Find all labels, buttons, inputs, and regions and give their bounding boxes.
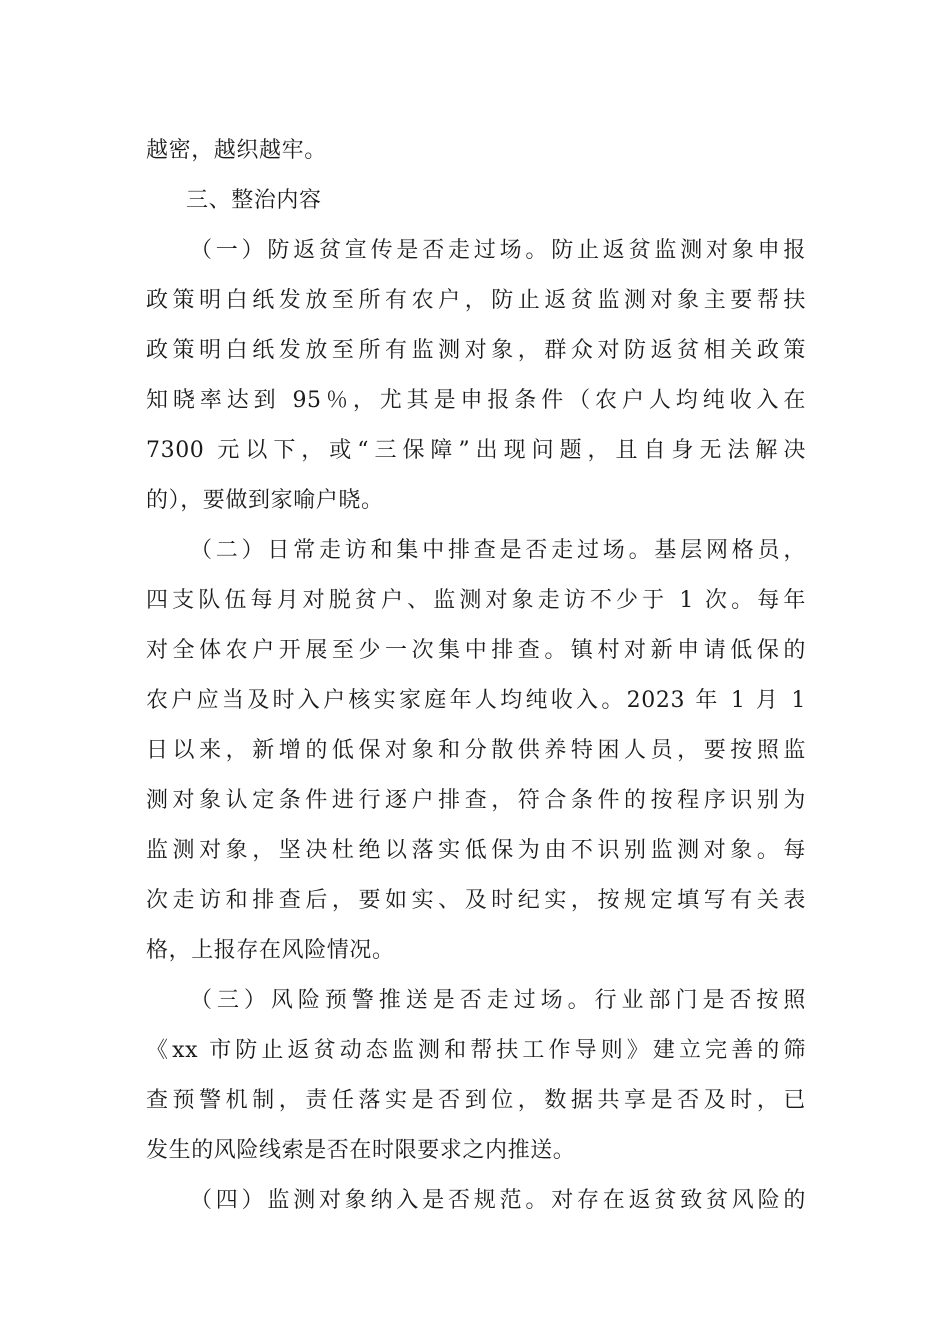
text-line: 监测对象，坚决杜绝以落实低保为由不识别监测对象。每 — [146, 838, 806, 863]
paragraph-2 — [146, 526, 806, 976]
document-body — [146, 126, 806, 1226]
text-line: （三）风险预警推送是否走过场。行业部门是否按照 — [190, 988, 806, 1013]
paragraph-1 — [146, 226, 806, 526]
paragraph-continuation — [146, 126, 806, 176]
text-line: 次走访和排查后，要如实、及时纪实，按规定填写有关表 — [146, 888, 806, 913]
text-line: 格，上报存在风险情况。 — [146, 938, 395, 963]
text-line: 发生的风险线索是否在时限要求之内推送。 — [146, 1138, 576, 1163]
text-line: 测对象认定条件进行逐户排查，符合条件的按程序识别为 — [146, 788, 806, 813]
text-line: 越密，越织越牢。 — [146, 138, 327, 163]
paragraph-3 — [146, 976, 806, 1176]
text-line: 知晓率达到 95％，尤其是申报条件（农户人均纯收入在 — [146, 388, 806, 413]
text-line: 的），要做到家喻户晓。 — [146, 488, 384, 513]
text-line: 《xx 市防止返贫动态监测和帮扶工作导则》建立完善的筛 — [146, 1038, 806, 1063]
text-line: （四）监测对象纳入是否规范。对存在返贫致贫风险的 — [190, 1188, 806, 1213]
text-line: 政策明白纸发放至所有农户，防止返贫监测对象主要帮扶 — [146, 288, 806, 313]
text-line: 对全体农户开展至少一次集中排查。镇村对新申请低保的 — [146, 638, 806, 663]
text-line: 查预警机制，责任落实是否到位，数据共享是否及时，已 — [146, 1088, 806, 1113]
text-line: 政策明白纸发放至所有监测对象，群众对防返贫相关政策 — [146, 338, 806, 363]
section-heading — [146, 176, 806, 226]
text-line: 四支队伍每月对脱贫户、监测对象走访不少于 1 次。每年 — [146, 588, 806, 613]
text-line: 日以来，新增的低保对象和分散供养特困人员，要按照监 — [146, 738, 806, 763]
text-line: （二）日常走访和集中排查是否走过场。基层网格员， — [190, 538, 806, 563]
text-line: （一）防返贫宣传是否走过场。防止返贫监测对象申报 — [190, 238, 806, 263]
text-line: 农户应当及时入户核实家庭年人均纯收入。2023 年 1 月 1 — [146, 688, 806, 713]
paragraph-4 — [146, 1176, 806, 1226]
heading-text: 三、整治内容 — [186, 188, 322, 213]
text-line: 7300 元以下，或“三保障”出现问题，且自身无法解决 — [146, 438, 806, 463]
